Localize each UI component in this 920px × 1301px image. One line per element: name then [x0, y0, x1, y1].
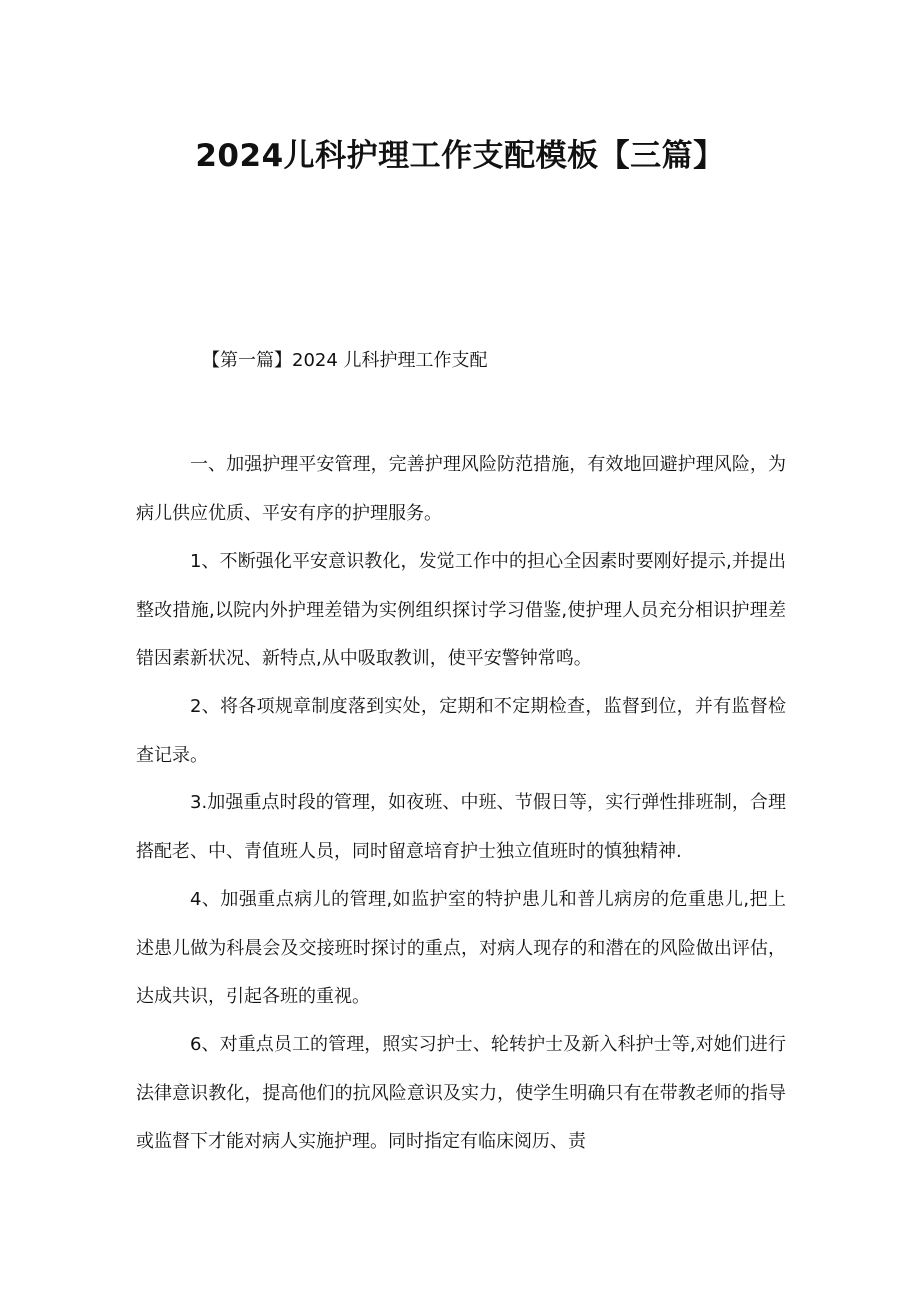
paragraph: 6、对重点员工的管理，照实习护士、轮转护士及新入科护士等,对她们进行法律意识教化，提高他们的抗风险意识及实力，使学生明确只有在带教老师的指导或监督下才能对病人实施护理。同时指定有临床阅历、责: [136, 1034, 786, 1152]
paragraph: 3.加强重点时段的管理，如夜班、中班、节假日等，实行弹性排班制，合理搭配老、中、青值班人员，同时留意培育护士独立值班时的慎独精神.: [136, 792, 786, 862]
paragraph: 4、加强重点病儿的管理,如监护室的特护患儿和普儿病房的危重患儿,把上述患儿做为科晨会及交接班时探讨的重点，对病人现存的和潜在的风险做出评估，达成共识，引起各班的重视。: [136, 889, 786, 1007]
section-heading: 【第一篇】2024 儿科护理工作支配: [202, 350, 488, 371]
document-title: 2024儿科护理工作支配模板【三篇】: [195, 138, 725, 174]
paragraph: 一、加强护理平安管理，完善护理风险防范措施，有效地回避护理风险，为病儿供应优质、平安有序的护理服务。: [136, 454, 786, 524]
paragraph: 1、不断强化平安意识教化，发觉工作中的担心全因素时要刚好提示,并提出整改措施,以院内外护理差错为实例组织探讨学习借鉴,使护理人员充分相识护理差错因素新状况、新特点,从中吸取教训，使平安警钟常鸣。: [136, 551, 786, 669]
paragraph: 2、将各项规章制度落到实处，定期和不定期检查，监督到位，并有监督检查记录。: [136, 696, 786, 766]
